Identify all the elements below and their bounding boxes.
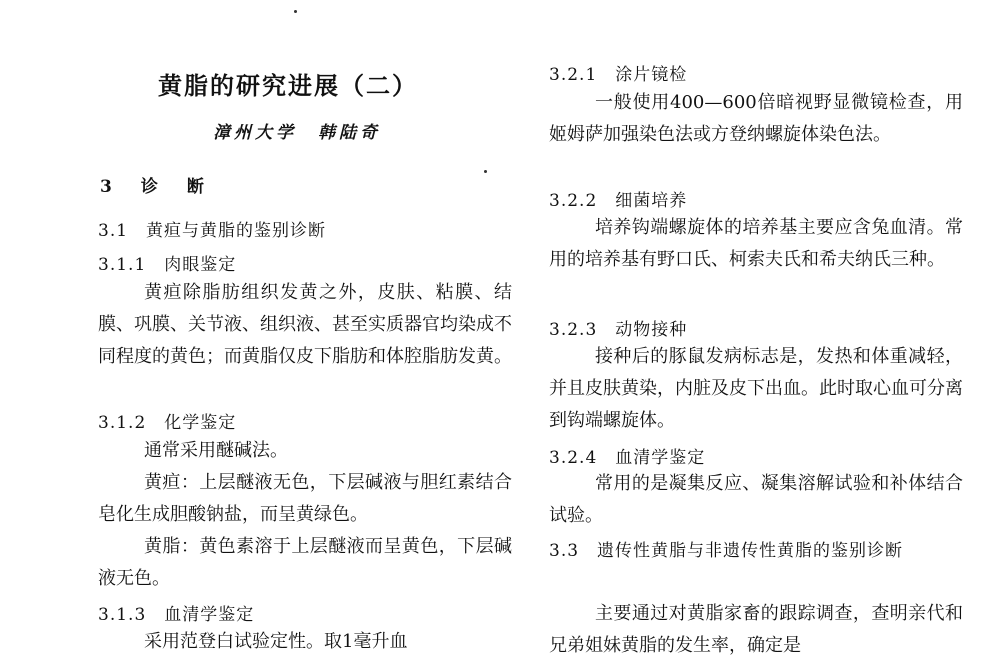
paragraph-3-1-2-jaundice: 黄疸：上层醚液无色，下层碱液与胆红素结合皂化生成胆酸钠盐，而呈黄绿色。 xyxy=(98,472,512,525)
heading-3-2-2: 3.2.2 细菌培养 xyxy=(549,191,688,211)
paragraph-3-2-2: 培养钩端螺旋体的培养基主要应含兔血清。常用的培养基有野口氏、柯索夫氏和希夫纳氏三种。 xyxy=(549,217,963,270)
article-title: 黄脂的研究进展（二） xyxy=(158,72,418,100)
heading-3-3: 3.3 遗传性黄脂与非遗传性黄脂的鉴别诊断 xyxy=(549,541,904,561)
paragraph-3-1-2-method: 通常采用醚碱法。 xyxy=(144,440,288,461)
paragraph-3-1-3: 采用范登白试验定性。取1毫升血 xyxy=(144,631,408,652)
heading-3-1-2: 3.1.2 化学鉴定 xyxy=(98,413,237,433)
paragraph-3-2-1: 一般使用400—600倍暗视野显微镜检查，用姬姆萨加强染色法或方登纳螺旋体染色法。 xyxy=(549,92,963,145)
heading-3-2-4: 3.2.4 血清学鉴定 xyxy=(549,448,706,468)
scan-speck xyxy=(294,10,297,13)
scan-speck xyxy=(484,170,487,173)
heading-3-1: 3.1 黄疸与黄脂的鉴别诊断 xyxy=(98,221,327,241)
heading-3-2-1: 3.2.1 涂片镜检 xyxy=(549,65,688,85)
paragraph-3-1-2-yellowfat: 黄脂：黄色素溶于上层醚液而呈黄色，下层碱液无色。 xyxy=(98,536,512,589)
paragraph-3-2-4: 常用的是凝集反应、凝集溶解试验和补体结合试验。 xyxy=(549,473,963,526)
heading-3-2-3: 3.2.3 动物接种 xyxy=(549,320,688,340)
paragraph-3-3: 主要通过对黄脂家畜的跟踪调查，查明亲代和兄弟姐妹黄脂的发生率，确定是 xyxy=(549,603,963,656)
paragraph-3-1-1: 黄疸除脂肪组织发黄之外，皮肤、粘膜、结膜、巩膜、关节液、组织液、甚至实质器官均染成不同程度的黄色；而黄脂仅皮下脂肪和体腔脂肪发黄。 xyxy=(98,282,512,367)
heading-3-1-3: 3.1.3 血清学鉴定 xyxy=(98,605,255,625)
section-heading-diagnosis: 3 诊 断 xyxy=(100,177,210,197)
heading-3-1-1: 3.1.1 肉眼鉴定 xyxy=(98,255,237,275)
paragraph-3-2-3: 接种后的豚鼠发病标志是，发热和体重减轻，并且皮肤黄染，内脏及皮下出血。此时取心血可分离到钩端螺旋体。 xyxy=(549,346,963,431)
author-line: 漳州大学 韩陆奇 xyxy=(213,123,381,143)
